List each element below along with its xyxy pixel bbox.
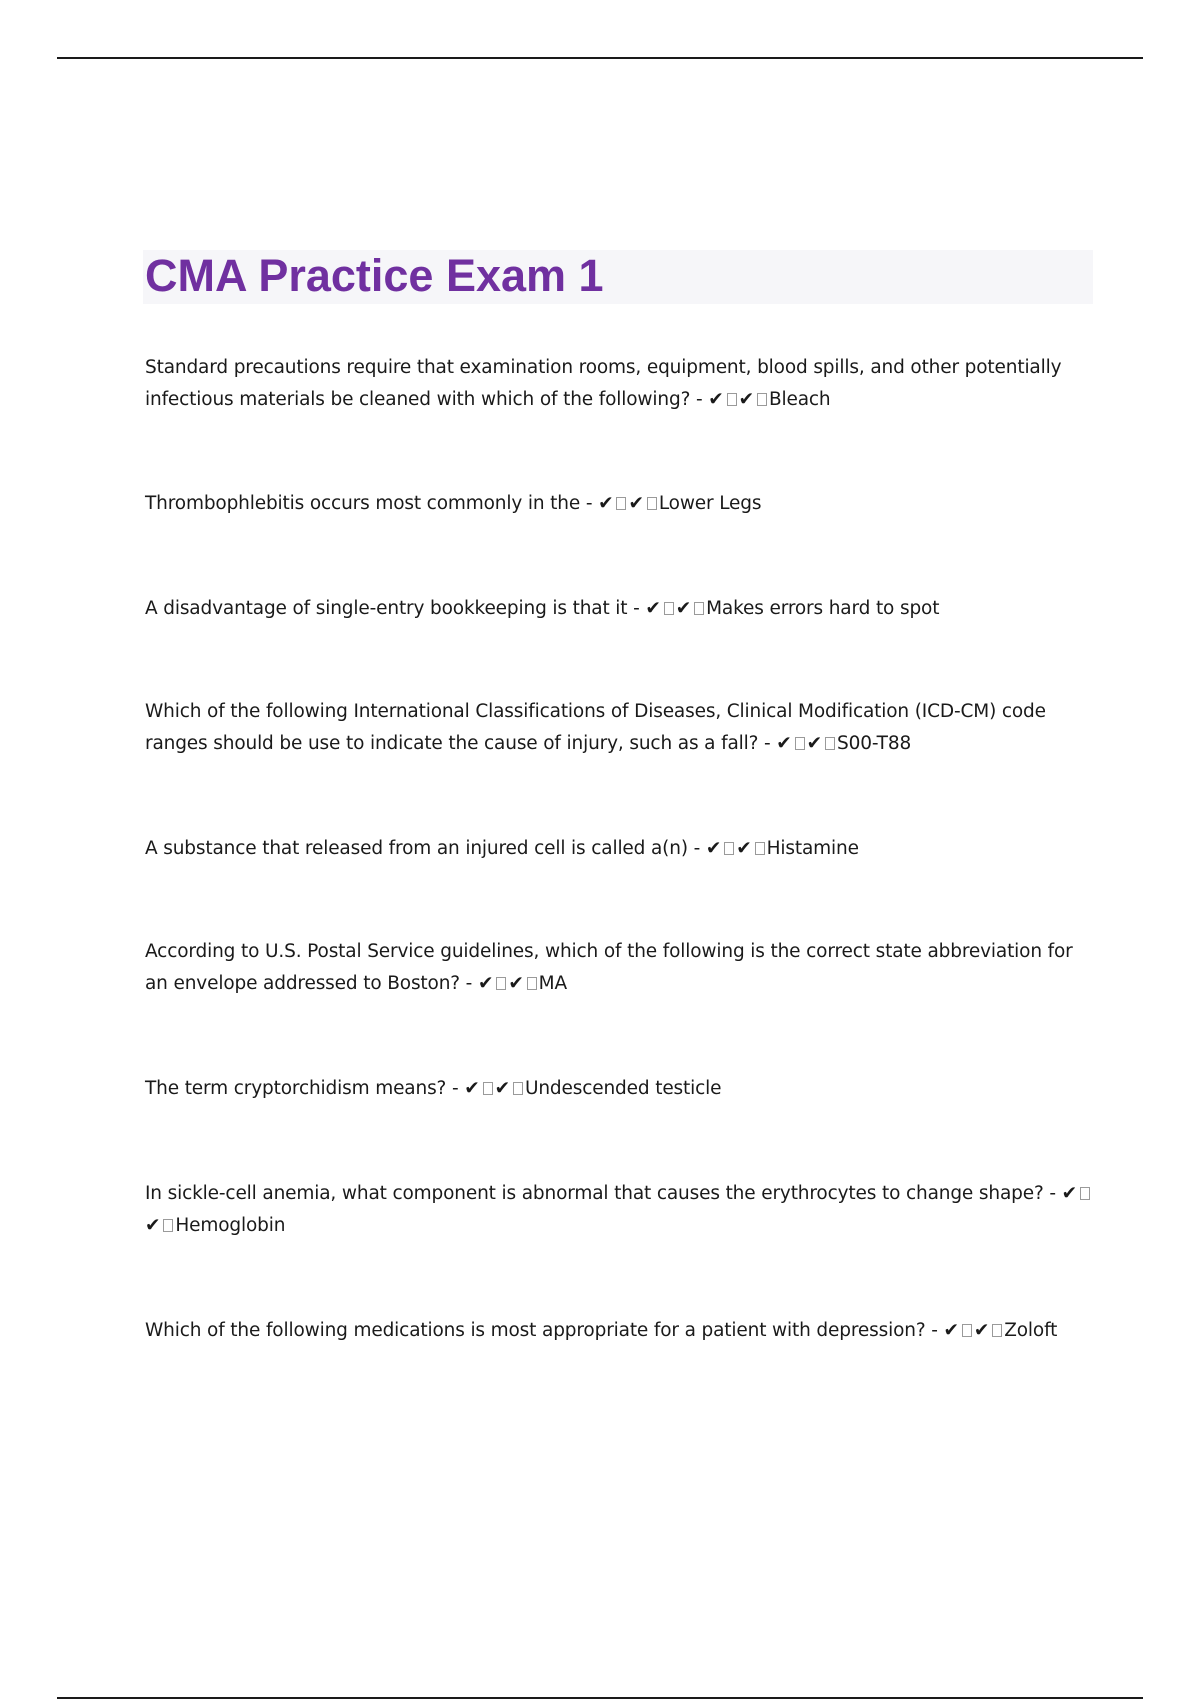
answer-text: Histamine xyxy=(766,838,859,859)
question-text: Which of the following International Classifications of Diseases, Clinical Modification (ICD-CM) code ranges should be use to indicate the cause of injury, such as a fall? xyxy=(145,701,1046,754)
placeholder-box-icon xyxy=(483,1082,493,1095)
check-icon: ✔ xyxy=(628,493,644,514)
separator: - xyxy=(758,733,777,754)
question-text: According to U.S. Postal Service guidelines, which of the following is the correct state abbreviation for an envelope addressed to Boston? xyxy=(145,941,1073,994)
placeholder-box-icon xyxy=(727,393,737,406)
check-icon: ✔ xyxy=(1061,1183,1077,1204)
question-text: In sickle-cell anemia, what component is abnormal that causes the erythrocytes to change shape? xyxy=(145,1183,1044,1204)
separator: - xyxy=(459,973,478,994)
check-icon: ✔ xyxy=(598,493,614,514)
question-item-2 xyxy=(145,488,1095,520)
check-icon: ✔ xyxy=(705,838,722,859)
placeholder-box-icon xyxy=(962,1324,972,1337)
check-icon: ✔ xyxy=(675,598,692,619)
page-title: CMA Practice Exam 1 xyxy=(145,250,604,301)
placeholder-box-icon xyxy=(527,977,537,990)
separator: - xyxy=(1043,1183,1062,1204)
separator: - xyxy=(690,389,709,410)
answer-text: Bleach xyxy=(768,389,831,410)
placeholder-box-icon xyxy=(496,977,506,990)
check-icon: ✔ xyxy=(645,598,661,619)
question-item-5 xyxy=(145,833,1095,865)
answer-text: Lower Legs xyxy=(658,493,762,514)
question-item-4 xyxy=(145,696,1095,760)
placeholder-box-icon xyxy=(795,737,805,750)
check-icon: ✔ xyxy=(464,1078,480,1099)
question-text: Standard precautions require that examination rooms, equipment, blood spills, and other potentially infectious materials be cleaned with which of the following? xyxy=(145,357,1062,410)
question-item-1 xyxy=(145,352,1095,416)
answer-text: Zoloft xyxy=(1004,1320,1058,1341)
question-item-6 xyxy=(145,936,1095,1000)
check-icon: ✔ xyxy=(145,1215,161,1236)
answer-text: MA xyxy=(538,973,567,994)
question-item-7 xyxy=(145,1073,1095,1105)
placeholder-box-icon xyxy=(647,497,657,510)
answer-text: S00-T88 xyxy=(837,733,912,754)
check-icon: ✔ xyxy=(776,733,792,754)
question-item-3 xyxy=(145,593,1095,625)
question-text: A disadvantage of single-entry bookkeeping is that it xyxy=(145,598,628,619)
question-text: A substance that released from an injured cell is called a(n) xyxy=(145,838,688,859)
question-item-9 xyxy=(145,1315,1095,1347)
separator: - xyxy=(687,838,706,859)
separator: - xyxy=(446,1078,465,1099)
footer-rule xyxy=(57,1697,1143,1699)
check-icon: ✔ xyxy=(736,838,752,859)
separator: - xyxy=(925,1320,944,1341)
check-icon: ✔ xyxy=(738,389,754,410)
check-icon: ✔ xyxy=(477,973,494,994)
answer-text: Hemoglobin xyxy=(175,1215,286,1236)
placeholder-box-icon xyxy=(757,393,767,406)
answer-text: Makes errors hard to spot xyxy=(706,598,940,619)
check-icon: ✔ xyxy=(494,1078,510,1099)
placeholder-box-icon xyxy=(513,1082,523,1095)
placeholder-box-icon xyxy=(694,602,704,615)
answer-text: Undescended testicle xyxy=(524,1078,722,1099)
placeholder-box-icon xyxy=(1080,1187,1090,1200)
placeholder-box-icon xyxy=(825,737,835,750)
placeholder-box-icon xyxy=(992,1324,1002,1337)
check-icon: ✔ xyxy=(508,973,524,994)
question-text: Which of the following medications is most appropriate for a patient with depression? xyxy=(145,1320,926,1341)
placeholder-box-icon xyxy=(755,842,765,855)
question-text: The term cryptorchidism means? xyxy=(145,1078,447,1099)
placeholder-box-icon xyxy=(664,602,674,615)
check-icon: ✔ xyxy=(708,389,724,410)
separator: - xyxy=(580,493,599,514)
separator: - xyxy=(627,598,646,619)
check-icon: ✔ xyxy=(806,733,823,754)
question-item-8 xyxy=(145,1178,1095,1242)
check-icon: ✔ xyxy=(973,1320,990,1341)
header-rule xyxy=(57,57,1143,59)
placeholder-box-icon xyxy=(163,1219,173,1232)
question-text: Thrombophlebitis occurs most commonly in the xyxy=(145,493,581,514)
check-icon: ✔ xyxy=(943,1320,959,1341)
placeholder-box-icon xyxy=(724,842,734,855)
placeholder-box-icon xyxy=(616,497,626,510)
